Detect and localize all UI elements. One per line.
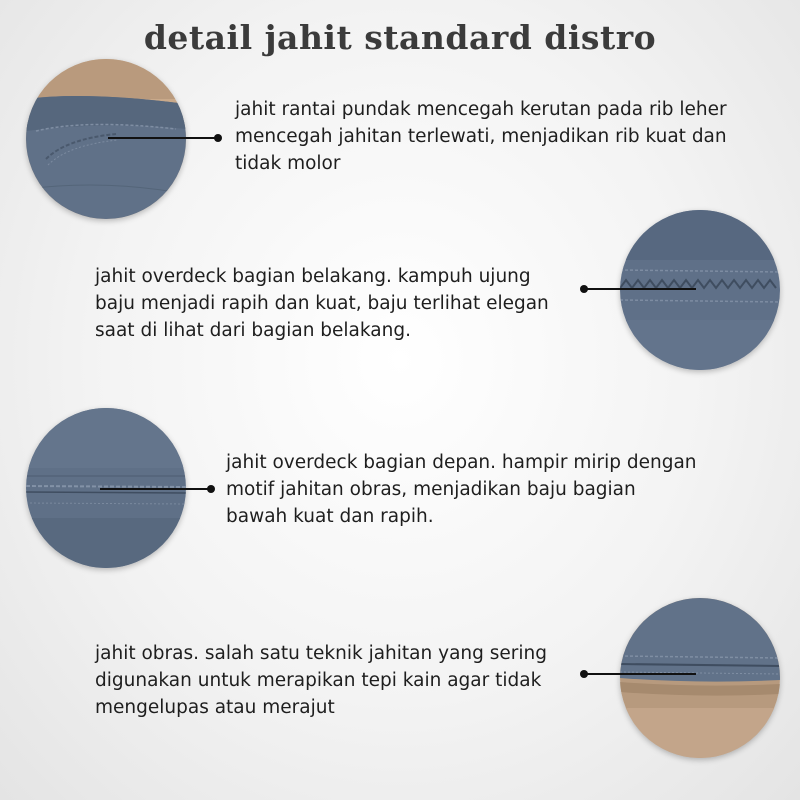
caption-back-overdeck: [95, 263, 549, 344]
caption-line: mengelupas atau merajut: [95, 697, 335, 718]
caption-line: digunakan untuk merapikan tepi kain agar tidak: [95, 670, 542, 691]
overlock-stitch-image: [620, 598, 780, 758]
caption-front-overdeck: [226, 449, 697, 530]
caption-line: jahit overdeck bagian depan. hampir mirip dengan: [226, 452, 697, 473]
back-overdeck-stitch-image: [620, 210, 780, 370]
pointer-line-3: [100, 488, 212, 490]
overlock-photo: [620, 598, 780, 758]
pointer-dot-3: [207, 485, 215, 493]
caption-overlock: [95, 640, 547, 721]
page-title: detail jahit standard distro: [143, 18, 657, 57]
pointer-dot-2: [580, 285, 588, 293]
pointer-line-2: [586, 288, 696, 290]
back-overdeck-photo: [620, 210, 780, 370]
caption-line: saat di lihat dari bagian belakang.: [95, 320, 411, 341]
caption-line: jahit obras. salah satu teknik jahitan yang sering: [95, 643, 547, 664]
pointer-dot-1: [214, 134, 222, 142]
shoulder-chain-stitch-image: [26, 59, 186, 219]
pointer-line-4: [586, 673, 696, 675]
caption-line: jahit overdeck bagian belakang. kampuh ujung: [95, 266, 531, 287]
pointer-line-1: [108, 137, 220, 139]
caption-shoulder-stitch: [235, 96, 727, 177]
caption-line: bawah kuat dan rapih.: [226, 506, 434, 527]
caption-line: jahit rantai pundak mencegah kerutan pada rib leher: [235, 99, 727, 120]
caption-line: motif jahitan obras, menjadikan baju bagian: [226, 479, 636, 500]
shoulder-stitch-photo: [26, 59, 186, 219]
caption-line: mencegah jahitan terlewati, menjadikan rib kuat dan: [235, 126, 727, 147]
pointer-dot-4: [580, 670, 588, 678]
caption-line: baju menjadi rapih dan kuat, baju terlihat elegan: [95, 293, 549, 314]
caption-line: tidak molor: [235, 153, 341, 174]
